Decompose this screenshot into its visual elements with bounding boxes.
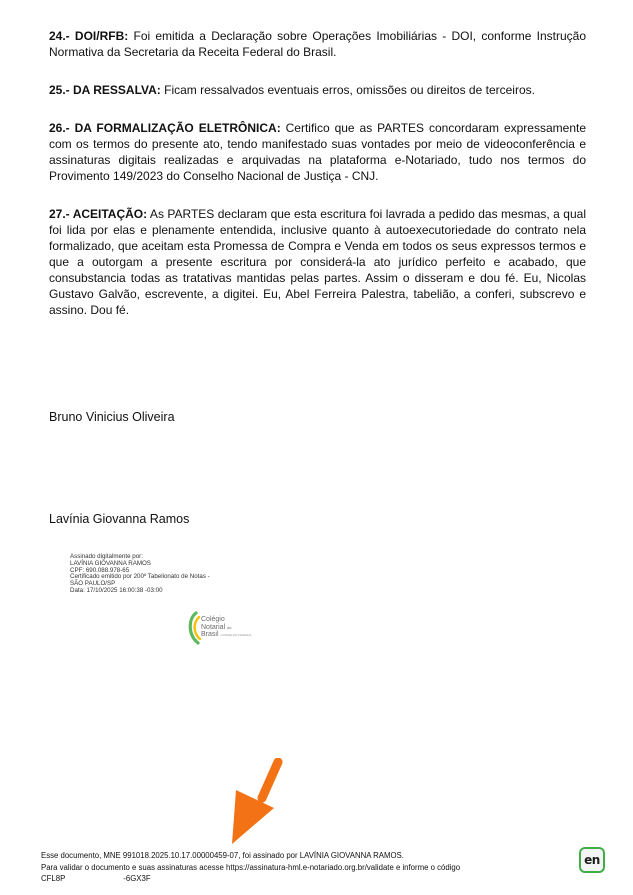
clauses-section [49,28,586,340]
signer-name-first: Bruno Vinicius Oliveira [49,410,175,424]
colegio-notarial-text [201,616,252,640]
clause-title: 25.- DA RESSALVA: [49,83,161,97]
validation-footer [41,850,561,885]
clause-title: 26.- DA FORMALIZAÇÃO ELETRÔNICA: [49,121,281,135]
signature-line: LAVÍNIA GIOVANNA RAMOS [70,559,151,567]
logo-line: Colégio [201,616,225,623]
validation-code: CFL8P -6GX3F [41,874,151,883]
clause-title: 24.- DOI/RFB: [49,29,129,43]
signature-line: Data: 17/10/2025 16:00:38 -03:00 [70,586,163,594]
signature-line: Assinado digitalmente por: [70,553,143,560]
clause-title: 27.- ACEITAÇÃO: [49,207,148,221]
clause-text: Ficam ressalvados eventuais erros, omissões ou direitos de terceiros. [160,83,535,97]
signature-line: Certificado emitido por 200º Tabelionato de Notas - [70,573,210,581]
clause-text: Certifico que as PARTES concordaram expressamente com os termos do presente ato, tendo manifestado suas vontades por meio de videoconferência e assinaturas digitais realizadas e arquivadas na plataforma e-Notariado, tudo nos termos do Provimento 149/2023 do Conselho Nacional de Justiça - CNJ. [49,121,587,183]
digital-signature-info [70,554,270,595]
clause-26 [49,120,586,184]
clause-25 [49,82,586,98]
clause-text: As PARTES declaram que esta escritura foi lavrada a pedido das mesmas, a qual foi lida por elas e plenamente entendida, inclusive quanto à autoexecutoriedade do contrato nela formalizado, que aceitam esta Promessa de Compra e Venda em todos os seus expressos termos e que a outorgam a presente escritura por considerá-la ato jurídico perfeito e acabado, que consubstancia todas as tratativas mantidas pelas partes. Assim o disseram e dou fé. Eu, Nicolas Gustavo Galvão, escrevente, a digitei. Eu, Abel Ferreira Palestra, tabelião, a conferi, subscrevo e assino. Dou fé. [49,207,586,317]
clause-24 [49,28,586,60]
clause-text: Foi emitida a Declaração sobre Operações Imobiliárias - DOI, conforme Instrução Normativa da Secretaria da Receita Federal do Brasil. [49,29,586,59]
badge-label: en [581,849,603,871]
footer-line: Para validar o documento e suas assinaturas acesse https://assinatura-hml.e-notariado.org.br/validate e informe o código [41,862,461,872]
signer-name-second: Lavínia Giovanna Ramos [49,512,190,526]
signature-line: CPF: 690.088.978-65 [70,566,130,574]
clause-27 [49,206,586,318]
orange-arrow-icon [222,758,288,850]
logo-line: Brasil CONSELHO FEDERAL [201,631,252,638]
footer-line: Esse documento, MNE 991018.2025.10.17.00000459-07, foi assinado por LAVÍNIA GIOVANNA RAMOS. [41,851,404,860]
redaction-block [65,875,123,883]
signature-line: SÃO PAULO/SP [70,580,116,588]
e-notariado-badge-icon[interactable] [579,847,605,873]
logo-line: Notarial do [201,623,232,631]
